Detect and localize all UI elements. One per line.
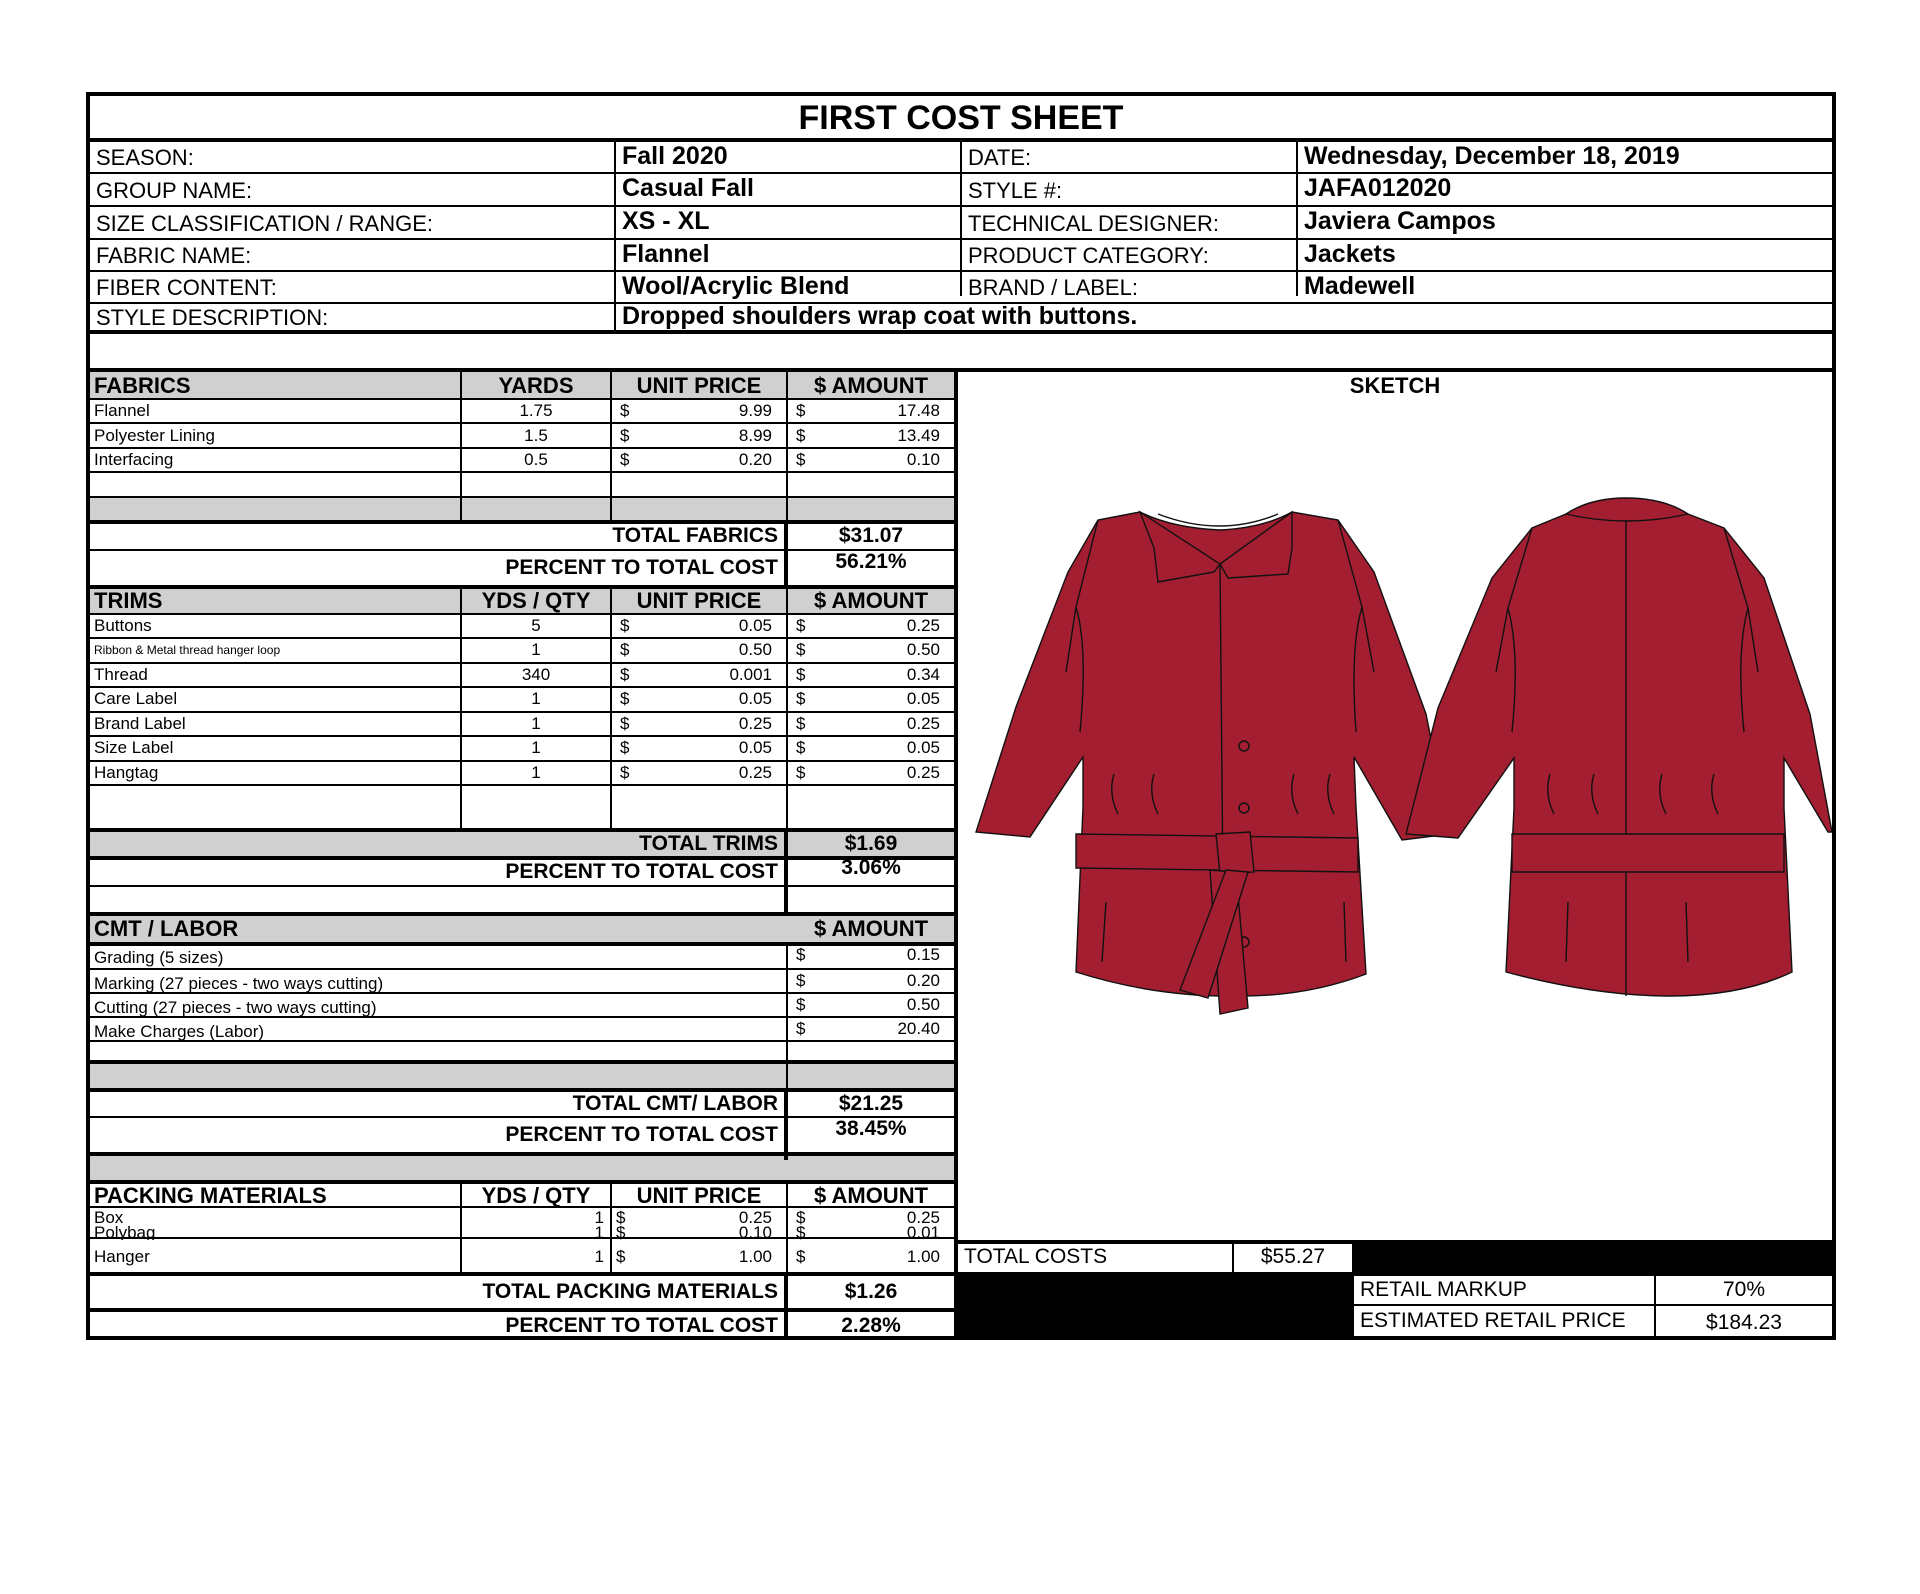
cmt-name: Make Charges (Labor): [94, 1022, 265, 1041]
coat-back-sketch-icon: [1406, 498, 1832, 996]
pct-trims-value: 3.06%: [841, 859, 901, 879]
total-trims-value: $1.69: [844, 832, 898, 855]
total-fabrics-value: $31.07: [838, 524, 904, 547]
currency-sign: $: [620, 689, 630, 708]
trim-amount: 0.25: [906, 616, 940, 635]
brand-value: Madewell: [1304, 272, 1416, 300]
season-label: SEASON:: [96, 145, 194, 170]
trim-amount: 0.05: [906, 738, 940, 757]
retail-markup-label: RETAIL MARKUP: [1360, 1278, 1527, 1301]
packing-amount: 1.00: [906, 1247, 940, 1266]
trim-name: Thread: [94, 665, 148, 684]
designer-label: TECHNICAL DESIGNER:: [968, 211, 1220, 236]
fiber-value: Wool/Acrylic Blend: [622, 272, 850, 300]
currency-sign: $: [796, 616, 806, 635]
currency-sign: $: [796, 1208, 806, 1227]
currency-sign: $: [796, 714, 806, 733]
fabric-amount: 0.10: [906, 450, 940, 469]
fabric-name: Interfacing: [94, 450, 174, 469]
currency-sign: $: [796, 945, 806, 964]
trims-col-amount: $ AMOUNT: [813, 588, 929, 613]
size-value: XS - XL: [622, 207, 710, 235]
packing-price: 1.00: [738, 1247, 772, 1266]
total-trims-label: TOTAL TRIMS: [639, 832, 778, 855]
fiber-label: FIBER CONTENT:: [96, 275, 277, 300]
trim-amount: 0.25: [906, 714, 940, 733]
trim-qty: 1: [531, 689, 541, 708]
pct-cmt-value: 38.45%: [835, 1118, 907, 1140]
designer-value: Javiera Campos: [1304, 207, 1496, 235]
trim-qty: 1: [531, 738, 541, 757]
total-cmt-label: TOTAL CMT/ LABOR: [572, 1092, 778, 1115]
fabric-label: FABRIC NAME:: [96, 243, 252, 268]
fabric-qty: 1.5: [524, 426, 548, 445]
packing-col-amount: $ AMOUNT: [813, 1183, 929, 1208]
cmt-col-amount: $ AMOUNT: [813, 916, 929, 941]
fabric-price: 0.20: [738, 450, 772, 469]
trim-amount: 0.05: [906, 689, 940, 708]
currency-sign: $: [796, 450, 806, 469]
fabric-name: Polyester Lining: [94, 426, 215, 445]
trims-col-price: UNIT PRICE: [636, 588, 762, 613]
packing-amount: 0.25: [906, 1208, 940, 1227]
coat-front-sketch-icon: [976, 512, 1450, 1014]
currency-sign: $: [796, 689, 806, 708]
retail-markup-value: 70%: [1722, 1278, 1766, 1301]
fabrics-header: FABRICS: [94, 373, 191, 398]
style-value: JAFA012020: [1304, 174, 1452, 202]
packing-name: Box: [94, 1208, 124, 1227]
currency-sign: $: [796, 971, 806, 990]
fabric-price: 9.99: [738, 401, 772, 420]
trim-price: 0.001: [729, 665, 772, 684]
total-cmt-value: $21.25: [838, 1092, 904, 1115]
pct-packing-label: PERCENT TO TOTAL COST: [505, 1314, 778, 1337]
retail-price-label: ESTIMATED RETAIL PRICE: [1360, 1309, 1626, 1332]
cmt-amount: 0.20: [906, 971, 940, 990]
trim-amount: 0.34: [906, 665, 940, 684]
packing-qty: 1: [594, 1226, 604, 1240]
total-fabrics-label: TOTAL FABRICS: [612, 524, 778, 547]
packing-name: Hanger: [94, 1247, 150, 1266]
cmt-amount: 20.40: [897, 1019, 940, 1038]
cmt-name: Grading (5 sizes): [94, 948, 224, 967]
packing-col-price: UNIT PRICE: [636, 1183, 762, 1208]
trim-name: Buttons: [94, 616, 152, 635]
total-packing-value: $1.26: [844, 1280, 898, 1303]
trim-price: 0.50: [738, 640, 772, 659]
currency-sign: $: [620, 640, 630, 659]
trim-qty: 1: [531, 763, 541, 782]
trim-amount: 0.25: [906, 763, 940, 782]
retail-price-value: $184.23: [1706, 1311, 1782, 1334]
packing-amount: 0.01: [906, 1226, 940, 1240]
currency-sign: $: [796, 401, 806, 420]
trim-qty: 5: [531, 616, 541, 635]
trim-price: 0.25: [738, 763, 772, 782]
size-label: SIZE CLASSIFICATION / RANGE:: [96, 211, 433, 236]
date-value: Wednesday, December 18, 2019: [1304, 142, 1680, 170]
fabric-price: 8.99: [738, 426, 772, 445]
fabrics-col-price: UNIT PRICE: [636, 373, 762, 398]
total-costs-value: $55.27: [1260, 1245, 1326, 1268]
trim-name: Care Label: [94, 689, 178, 708]
cost-sheet: [86, 92, 1836, 1340]
currency-sign: $: [620, 401, 630, 420]
pct-cmt-label: PERCENT TO TOTAL COST: [505, 1123, 778, 1146]
cmt-name: Marking (27 pieces - two ways cutting): [94, 974, 384, 993]
pct-fabrics-label: PERCENT TO TOTAL COST: [505, 556, 778, 579]
fabric-amount: 13.49: [897, 426, 940, 445]
currency-sign: $: [616, 1208, 626, 1227]
packing-price: 0.25: [738, 1208, 772, 1227]
trim-price: 0.25: [738, 714, 772, 733]
currency-sign: $: [796, 665, 806, 684]
currency-sign: $: [620, 763, 630, 782]
style-label: STYLE #:: [968, 178, 1063, 203]
cmt-amount: 0.15: [906, 945, 940, 964]
currency-sign: $: [796, 1019, 806, 1038]
currency-sign: $: [620, 426, 630, 445]
currency-sign: $: [616, 1226, 626, 1240]
currency-sign: $: [620, 616, 630, 635]
trim-name: Ribbon & Metal thread hanger loop: [94, 643, 281, 657]
packing-qty: 1: [594, 1247, 604, 1266]
trim-qty: 1: [531, 640, 541, 659]
currency-sign: $: [620, 738, 630, 757]
trim-name: Size Label: [94, 738, 174, 757]
currency-sign: $: [796, 738, 806, 757]
trims-col-qty: YDS / QTY: [481, 588, 591, 613]
group-value: Casual Fall: [622, 174, 754, 202]
currency-sign: $: [616, 1247, 626, 1266]
trim-qty: 1: [531, 714, 541, 733]
cmt-name: Cutting (27 pieces - two ways cutting): [94, 998, 377, 1017]
desc-label: STYLE DESCRIPTION:: [96, 305, 329, 330]
trim-price: 0.05: [738, 616, 772, 635]
trim-qty: 340: [521, 665, 551, 684]
category-value: Jackets: [1304, 240, 1396, 268]
currency-sign: $: [796, 995, 806, 1014]
fabric-qty: 0.5: [524, 450, 548, 469]
sheet-title: FIRST COST SHEET: [798, 99, 1124, 137]
trim-price: 0.05: [738, 689, 772, 708]
cmt-amount: 0.50: [906, 995, 940, 1014]
trims-header: TRIMS: [94, 588, 163, 613]
currency-sign: $: [796, 1247, 806, 1266]
group-label: GROUP NAME:: [96, 178, 253, 203]
currency-sign: $: [796, 640, 806, 659]
currency-sign: $: [620, 665, 630, 684]
fabric-qty: 1.75: [519, 401, 553, 420]
trim-price: 0.05: [738, 738, 772, 757]
cmt-header: CMT / LABOR: [94, 916, 239, 941]
currency-sign: $: [796, 1226, 806, 1240]
trim-name: Brand Label: [94, 714, 186, 733]
trim-name: Hangtag: [94, 763, 159, 782]
pct-trims-label: PERCENT TO TOTAL COST: [505, 860, 778, 883]
sketch-area: [958, 402, 1832, 1238]
fabrics-col-amount: $ AMOUNT: [813, 373, 929, 398]
packing-col-qty: YDS / QTY: [481, 1183, 591, 1208]
currency-sign: $: [620, 714, 630, 733]
fabric-amount: 17.48: [897, 401, 940, 420]
currency-sign: $: [796, 426, 806, 445]
pct-fabrics-value: 56.21%: [835, 551, 907, 573]
packing-name: Polybag: [94, 1226, 156, 1240]
fabric-name: Flannel: [94, 401, 150, 420]
currency-sign: $: [620, 450, 630, 469]
season-value: Fall 2020: [622, 142, 728, 170]
category-label: PRODUCT CATEGORY:: [968, 243, 1209, 268]
brand-label: BRAND / LABEL:: [968, 275, 1138, 300]
packing-qty: 1: [594, 1208, 604, 1227]
currency-sign: $: [796, 763, 806, 782]
fabric-value: Flannel: [622, 240, 710, 268]
packing-header: PACKING MATERIALS: [94, 1183, 327, 1208]
date-label: DATE:: [968, 145, 1032, 170]
total-costs-label: TOTAL COSTS: [964, 1245, 1108, 1268]
sketch-label: SKETCH: [1349, 373, 1441, 398]
desc-value: Dropped shoulders wrap coat with buttons.: [622, 302, 1138, 330]
trim-amount: 0.50: [906, 640, 940, 659]
total-packing-label: TOTAL PACKING MATERIALS: [482, 1280, 778, 1303]
pct-packing-value: 2.28%: [841, 1314, 901, 1337]
fabrics-col-qty: YARDS: [498, 373, 574, 398]
packing-price: 0.10: [738, 1226, 772, 1240]
